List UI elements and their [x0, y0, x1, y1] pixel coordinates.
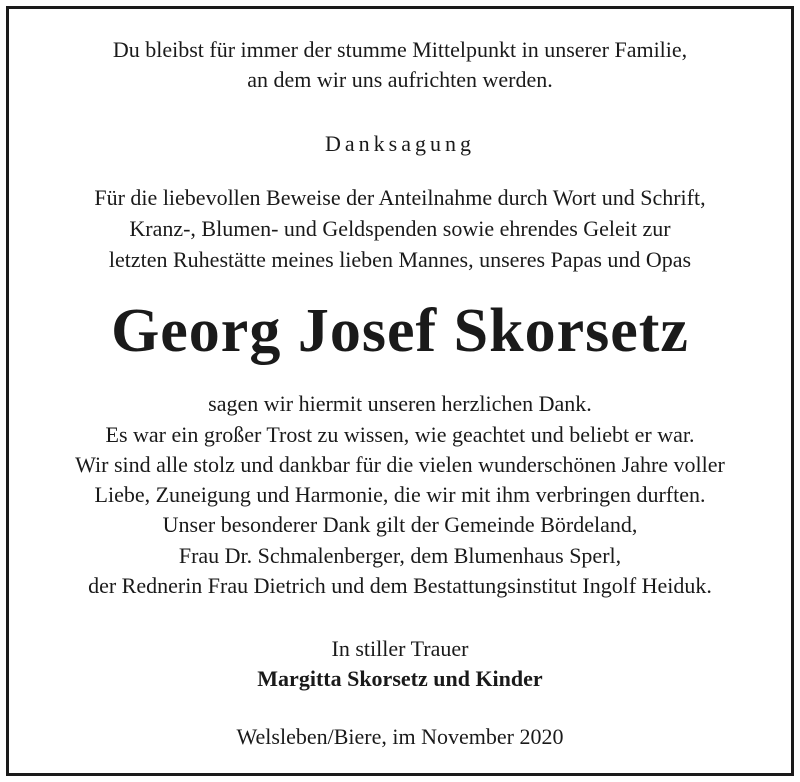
intro-line-2: an dem wir uns aufrichten werden. — [247, 67, 553, 92]
deceased-name: Georg Josef Skorsetz — [111, 297, 689, 365]
thanks-intro-line-1: Für die liebevollen Beweise der Anteilnahme durch Wort und Schrift, — [94, 185, 706, 210]
thanks-intro-line-2: Kranz-, Blumen- und Geldspenden sowie ehrendes Geleit zur — [129, 216, 671, 241]
thanks-body-line-3: Wir sind alle stolz und dankbar für die vielen wunderschönen Jahre voller — [75, 452, 725, 477]
thanks-body-line-2: Es war ein großer Trost zu wissen, wie geachtet und beliebt er war. — [105, 422, 695, 447]
thanks-body-line-4: Liebe, Zuneigung und Harmonie, die wir mit ihm verbringen durften. — [94, 482, 706, 507]
family-signature: Margitta Skorsetz und Kinder — [257, 666, 543, 691]
heading: Danksagung — [325, 131, 475, 156]
thanks-intro-line-3: letzten Ruhestätte meines lieben Mannes, unseres Papas und Opas — [108, 247, 692, 272]
place-date: Welsleben/Biere, im November 2020 — [236, 724, 564, 749]
notice-frame — [6, 6, 794, 776]
mourning-line: In stiller Trauer — [331, 636, 469, 661]
thanks-body-line-5: Unser besonderer Dank gilt der Gemeinde Bördeland, — [162, 512, 638, 537]
intro-line-1: Du bleibst für immer der stumme Mittelpunkt in unserer Familie, — [112, 37, 688, 62]
thanks-body-line-6: Frau Dr. Schmalenberger, dem Blumenhaus Sperl, — [178, 543, 622, 568]
thanks-body-line-1: sagen wir hiermit unseren herzlichen Dank. — [208, 391, 592, 416]
thanks-body-line-7: der Rednerin Frau Dietrich und dem Bestattungsinstitut Ingolf Heiduk. — [88, 573, 712, 598]
